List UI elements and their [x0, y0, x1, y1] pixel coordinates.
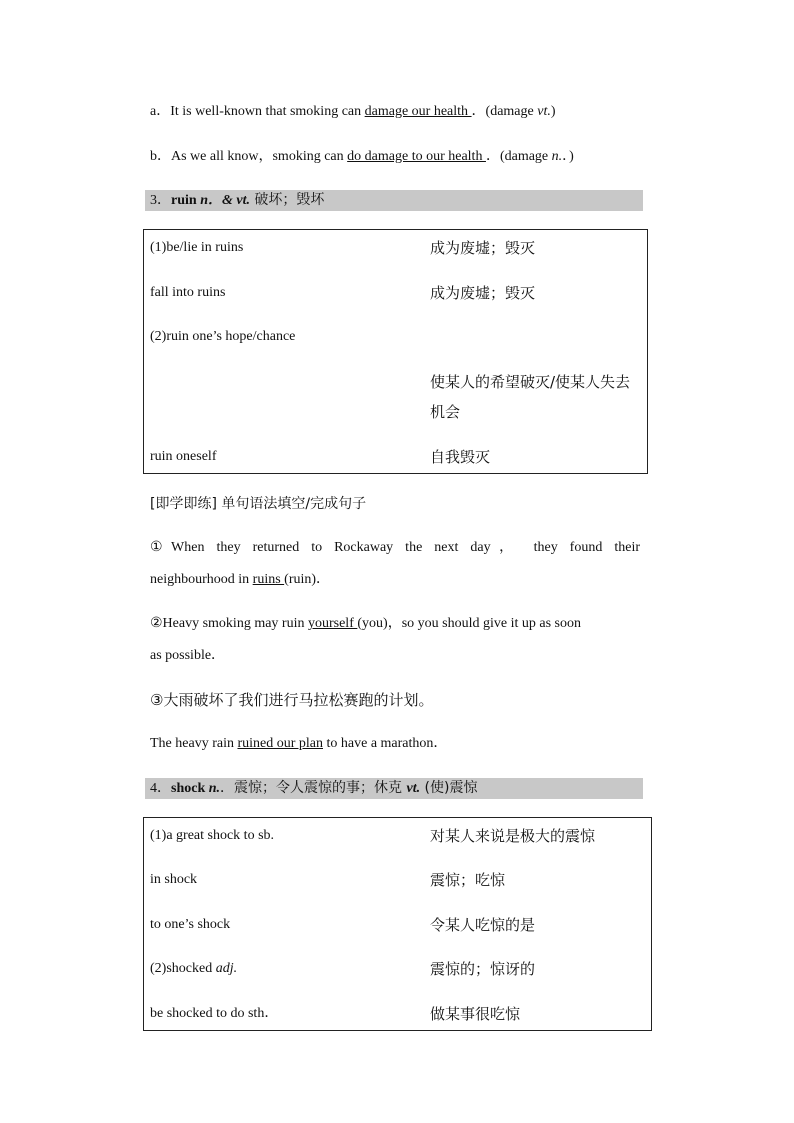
example-b-pos: n. [551, 149, 563, 164]
s4-row3-meaning: 令某人吃惊的是 [430, 916, 536, 934]
s3-row2-meaning: 成为废墟；毁灭 [430, 284, 536, 302]
s4-row5-meaning: 做某事很吃惊 [430, 1005, 521, 1023]
practice-q2-suffix: (you)，so you should give it up as soon [357, 616, 581, 631]
s3-row4-meaning-line1: 使某人的希望破灭/使某人失去 [430, 373, 631, 391]
section-4-header [145, 778, 643, 799]
section-3-meaning: 破坏；毁坏 [249, 192, 325, 208]
section-4-number: 4． [150, 781, 171, 796]
section-4-pos2: vt. [406, 781, 421, 796]
s3-row5-meaning: 自我毁灭 [430, 448, 491, 466]
s4-row2-meaning: 震惊；吃惊 [430, 871, 506, 889]
practice-q1-line2 [150, 570, 330, 590]
example-a-pos: vt. [537, 104, 551, 119]
s4-row2-phrase: in shock [150, 872, 198, 887]
example-b-suffix: ．(damage [485, 149, 552, 164]
practice-q2-line2: as possible． [150, 648, 226, 663]
example-a-close: ) [550, 104, 556, 119]
s4-row3-phrase: to one’s shock [150, 917, 231, 932]
practice-q1-prefix: neighbourhood in [150, 572, 253, 587]
example-b-prefix: b．As we all know，smoking can [150, 149, 348, 164]
s4-row4-pos: adj. [215, 961, 238, 976]
practice-q3-answer: ruined our plan [237, 736, 323, 751]
practice-q2-line1 [150, 614, 581, 634]
practice-heading: [即学即练] 单句语法填空/完成句子 [150, 496, 367, 512]
practice-q2-answer: yourself [307, 616, 358, 631]
s4-row4-prefix: (2)shocked [150, 961, 216, 976]
section-3-number: 3． [150, 193, 171, 208]
example-b [150, 147, 574, 167]
s4-row1-meaning: 对某人来说是极大的震惊 [430, 827, 596, 845]
section-4-pos1: n. [208, 781, 221, 796]
example-b-answer: do damage to our health [347, 149, 486, 164]
section-3-word: ruin [171, 193, 201, 208]
s3-row1-phrase: (1)be/lie in ruins [150, 240, 244, 255]
practice-q3-prefix: The heavy rain [150, 736, 238, 751]
section-4-meaning2: (使)震惊 [420, 780, 478, 796]
section-3-header [145, 190, 643, 211]
s3-row2-phrase: fall into ruins [150, 285, 226, 300]
practice-q1-suffix: (ruin)． [284, 572, 331, 587]
section-4-word: shock [171, 781, 209, 796]
section-4-table [143, 817, 652, 1031]
practice-q3-english [150, 734, 447, 754]
s4-row4-meaning: 震惊的；惊讶的 [430, 960, 536, 978]
practice-q3-chinese: ③大雨破坏了我们进行马拉松赛跑的计划。 [150, 691, 434, 709]
s3-row3-phrase: (2)ruin one’s hope/chance [150, 329, 296, 344]
section-3-pos: n．& vt. [200, 193, 250, 208]
example-a-suffix: ．(damage [471, 104, 538, 119]
practice-q3-suffix: to have a marathon． [323, 736, 448, 751]
example-a-prefix: a．It is well-known that smoking can [150, 104, 365, 119]
s3-row5-phrase: ruin oneself [150, 449, 217, 464]
example-b-close: ．) [562, 149, 574, 164]
s4-row4-phrase [150, 959, 237, 979]
practice-q1-line1: ①When they returned to Rockaway the next day， they found their [150, 540, 640, 555]
s4-row5-phrase: be shocked to do sth． [150, 1006, 279, 1021]
s3-row4-meaning-line2: 机会 [430, 403, 461, 421]
practice-q2-prefix: ②Heavy smoking may ruin [150, 616, 308, 631]
s4-row1-phrase: (1)a great shock to sb. [150, 828, 275, 843]
example-a [150, 102, 556, 122]
section-3-table [143, 229, 648, 474]
s3-row1-meaning: 成为废墟；毁灭 [430, 239, 536, 257]
section-4-meaning1: ．震惊；令人震惊的事；休克 [220, 780, 407, 796]
practice-q1-answer: ruins [252, 572, 285, 587]
example-a-answer: damage our health [364, 104, 472, 119]
